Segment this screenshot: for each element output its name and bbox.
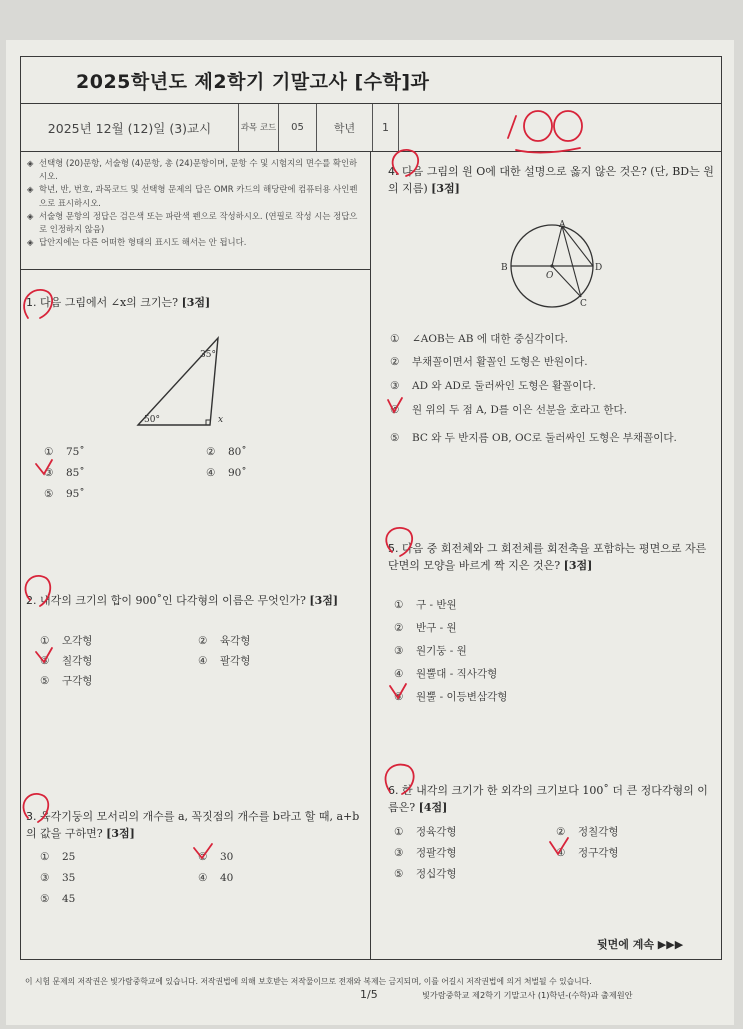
instruction-item: ◈ 학년, 반, 번호, 과목코드 및 선택형 문제의 답은 OMR 카드의 해당란에 컴퓨터용 사인펜으로 표시하시오.	[27, 184, 358, 208]
question-number: 3.	[26, 810, 37, 823]
question-4	[388, 163, 716, 197]
point-b-label: B	[501, 263, 508, 273]
q5-option-4[interactable]: ④ 원뿔대 - 직사각형	[394, 668, 498, 680]
point-c-label: C	[580, 299, 587, 309]
question-number: 6.	[388, 784, 399, 797]
question-text: 한 내각의 크기가 한 외각의 크기보다 100˚ 더 큰 정다각형의 이름은?	[388, 784, 708, 814]
q6-option-1[interactable]: ① 정육각형	[394, 826, 457, 838]
q5-option-5[interactable]: ⑤ 원뿔 - 이등변삼각형	[394, 691, 508, 703]
question-points: [3점]	[309, 594, 339, 607]
q1-option-1[interactable]: ① 75˚	[44, 446, 85, 458]
angle-35-label: 35°	[200, 350, 216, 360]
question-6	[388, 782, 716, 816]
angle-50-label: 50°	[144, 415, 160, 425]
q2-option-1[interactable]: ① 오각형	[40, 635, 93, 647]
q4-option-1[interactable]: ① ∠AOB는 AB 에 대한 중심각이다.	[390, 333, 568, 345]
q4-option-5[interactable]: ⑤ BC 와 두 반지름 OB, OC로 둘러싸인 도형은 부채꼴이다.	[390, 432, 677, 444]
question-2	[26, 592, 356, 609]
exam-info-row	[20, 104, 722, 152]
q6-option-2[interactable]: ② 정칠각형	[556, 826, 619, 838]
q2-option-5[interactable]: ⑤ 구각형	[40, 675, 93, 687]
question-text: 내각의 크기의 합이 900˚인 다각형의 이름은 무엇인가?	[40, 594, 306, 607]
grade-value: 1	[373, 104, 399, 151]
question-3	[26, 808, 360, 842]
instruction-item: ◈ 답안지에는 다른 어떠한 형태의 표시도 해서는 안 됩니다.	[27, 237, 247, 248]
q4-option-3[interactable]: ③ AD 와 AD로 둘러싸인 도형은 활꼴이다.	[390, 380, 596, 392]
instruction-item: ◈ 서술형 문항의 정답은 검은색 또는 파란색 펜으로 작성하시오. (연필로 작성 시는 정답으로 인정하지 않음)	[27, 210, 358, 235]
q6-option-5[interactable]: ⑤ 정십각형	[394, 868, 457, 880]
q3-option-2[interactable]: ② 30	[198, 851, 234, 863]
continue-on-back: 뒷면에 계속 ▶▶▶	[597, 938, 684, 951]
question-points: [3점]	[563, 559, 593, 572]
q4-option-2[interactable]: ② 부채꼴이면서 활꼴인 도형은 반원이다.	[390, 356, 588, 368]
footer-school-info: 빛가람중학교 제2학기 기말고사 (1)학년-(수학)과 출제원안	[422, 990, 633, 1000]
q1-option-5[interactable]: ⑤ 95˚	[44, 488, 85, 500]
grade-label: 학년	[317, 104, 373, 151]
circle-figure	[498, 218, 608, 310]
question-1	[26, 294, 356, 311]
point-o-label: O	[546, 271, 554, 281]
subject-code-value: 05	[279, 104, 317, 151]
q1-option-4[interactable]: ④ 90˚	[206, 467, 247, 479]
q1-option-2[interactable]: ② 80˚	[206, 446, 247, 458]
question-text: 다음 그림의 원 O에 대한 설명으로 옳지 않은 것은? (단, BD는 원의 지름)	[388, 165, 714, 195]
instruction-item: ◈ 선택형 (20)문항, 서술형 (4)문항, 총 (24)문항이며, 문항 수 및 시험지의 면수를 확인하시오.	[27, 158, 358, 182]
q6-option-4[interactable]: ④ 정구각형	[556, 847, 619, 859]
triangle-figure	[130, 330, 250, 430]
question-number: 1.	[26, 296, 37, 309]
question-number: 2.	[26, 594, 37, 607]
question-points: [4점]	[418, 801, 448, 814]
angle-x-label: x	[218, 415, 224, 425]
title-box	[20, 56, 722, 104]
q3-option-1[interactable]: ① 25	[40, 851, 76, 863]
point-a-label: A	[559, 220, 566, 230]
q6-option-3[interactable]: ③ 정팔각형	[394, 847, 457, 859]
question-points: [3점]	[106, 827, 135, 840]
exam-title: 2025학년도 제2학기 기말고사 [수학]과	[76, 71, 430, 93]
question-text: 육각기둥의 모서리의 개수를 a, 꼭짓점의 개수를 b라고 할 때, a+b의 값을 구하면?	[26, 810, 360, 840]
question-text: 다음 중 회전체와 그 회전체를 회전축을 포함하는 평면으로 자른 단면의 모양을 바르게 짝 지은 것은?	[388, 542, 707, 572]
instructions-bottom-rule	[20, 269, 371, 270]
q3-option-3[interactable]: ③ 35	[40, 872, 76, 884]
q3-option-4[interactable]: ④ 40	[198, 872, 234, 884]
copyright-notice: 이 시험 문제의 저작권은 빛가람중학교에 있습니다. 저작권법에 의해 보호받는 저작물이므로 전재와 복제는 금지되며, 이를 어길시 저작권법에 의거 처벌될 수 있습니다.	[25, 977, 592, 986]
q2-option-3[interactable]: ③ 칠각형	[40, 655, 93, 667]
question-number: 5.	[388, 542, 399, 555]
handwritten-score	[502, 96, 592, 160]
question-number: 4.	[388, 165, 399, 178]
point-d-label: D	[595, 263, 603, 273]
q1-option-3[interactable]: ③ 85˚	[44, 467, 85, 479]
q5-option-2[interactable]: ② 반구 - 원	[394, 622, 457, 634]
question-text: 다음 그림에서 ∠x의 크기는?	[40, 296, 179, 309]
q5-option-3[interactable]: ③ 원기둥 - 원	[394, 645, 467, 657]
q2-option-4[interactable]: ④ 팔각형	[198, 655, 251, 667]
q3-option-5[interactable]: ⑤ 45	[40, 893, 76, 905]
page-number: 1/5	[360, 988, 378, 1001]
subject-code-label: 과목 코드	[239, 104, 279, 151]
column-divider	[370, 152, 371, 959]
question-5	[388, 540, 718, 574]
instructions-box	[20, 152, 371, 270]
q2-option-2[interactable]: ② 육각형	[198, 635, 251, 647]
question-points: [3점]	[431, 182, 460, 195]
q5-option-1[interactable]: ① 구 - 반원	[394, 599, 457, 611]
q4-option-4[interactable]: ④ 원 위의 두 점 A, D를 이은 선분을 호라고 한다.	[390, 404, 628, 416]
question-points: [3점]	[181, 296, 211, 309]
exam-date: 2025년 12월 (12)일 (3)교시	[21, 104, 239, 151]
